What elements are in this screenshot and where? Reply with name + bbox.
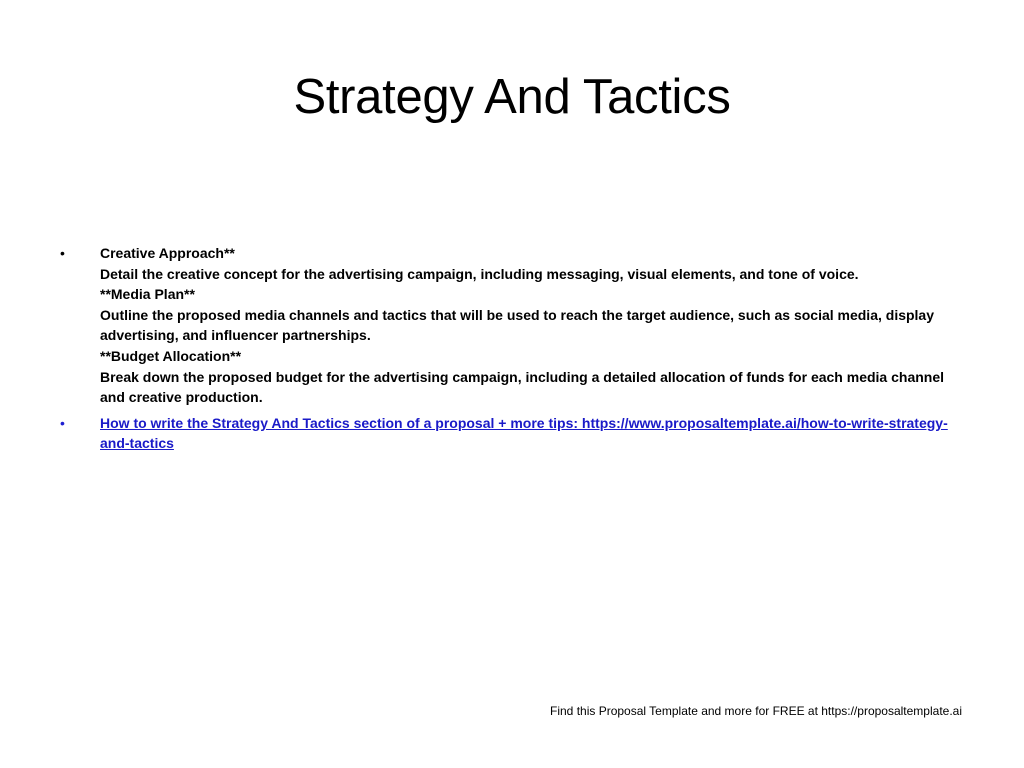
bullet-icon: • <box>60 245 65 261</box>
budget-allocation-text: Break down the proposed budget for the advertising campaign, including a detailed allocation of funds for each media channel and creative production. <box>100 368 945 406</box>
budget-allocation-heading: **Budget Allocation** <box>100 347 242 364</box>
how-to-write-link[interactable]: How to write the Strategy And Tactics section of a proposal + more tips: https://www.proposaltemplate.ai/how-to-write-strategy-and-tactics <box>100 414 948 452</box>
bullet-list <box>56 243 968 459</box>
media-plan-text: Outline the proposed media channels and tactics that will be used to reach the target audience, such as social media, display advertising, and influencer partnerships. <box>100 306 935 344</box>
bullet-item-strategy <box>56 243 968 408</box>
slide-title: Strategy And Tactics <box>293 70 731 124</box>
creative-approach-text: Detail the creative concept for the advertising campaign, including messaging, visual elements, and tone of voice. <box>100 265 859 282</box>
bullet-item-link <box>56 413 968 454</box>
creative-approach-heading: Creative Approach** <box>100 245 235 261</box>
footer-note: Find this Proposal Template and more for FREE at https://proposaltemplate.ai <box>550 704 962 718</box>
media-plan-heading: **Media Plan** <box>100 286 195 303</box>
bullet-icon: • <box>60 414 65 431</box>
